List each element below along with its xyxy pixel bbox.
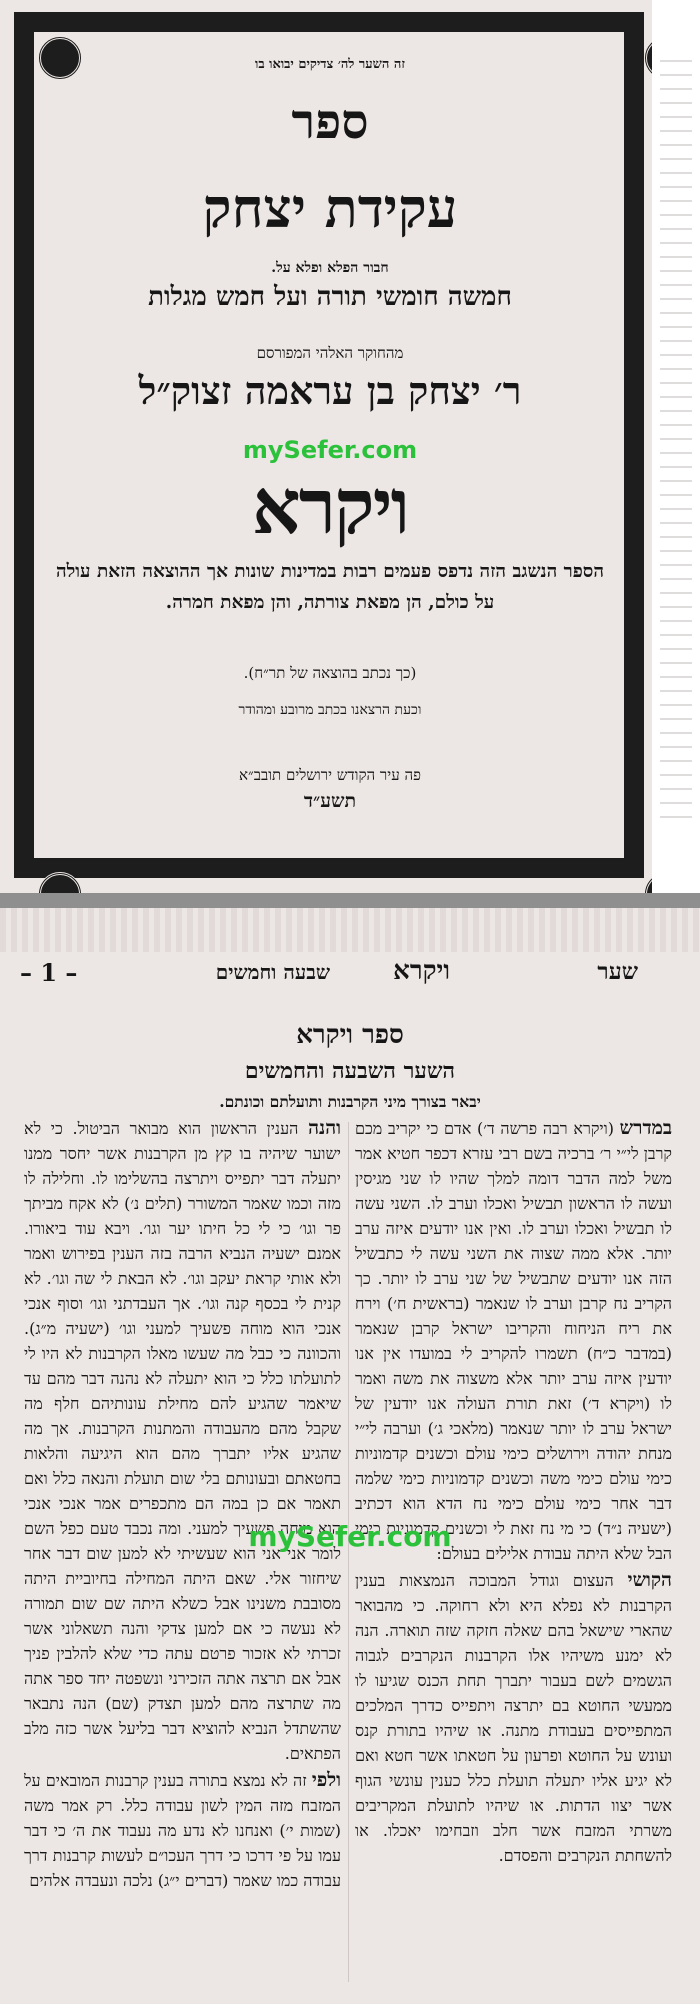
page-separator (0, 893, 700, 908)
gate-title: השער השבעה והחמשים (244, 1058, 456, 1084)
page-number: – 1 – (20, 958, 78, 987)
watermark-logo: mySefer.com (248, 1520, 452, 1553)
paragraph (355, 1116, 672, 1566)
text-page (0, 908, 700, 2004)
edition-note: (כך נכתב בהוצאה של תר״ח). (243, 664, 417, 682)
watermark-logo: mySefer.com (242, 436, 418, 464)
description-line-2: חמשה חומשי תורה ועל חמש מגלות (148, 282, 512, 312)
lead-word: והנה (308, 1117, 341, 1139)
print-info: וכעת הרצאנו בכתב מרובע ומהודר (238, 702, 422, 718)
running-head-gate: שער (597, 958, 638, 985)
running-head-book: ויקרא (393, 956, 450, 986)
description-line-1: חבור הפלא ופלא על. (271, 260, 389, 276)
by-line: מהחוקר האלהי המפורסם (256, 344, 404, 362)
paragraph (355, 1568, 672, 1868)
paragraph-text: הענין הראשון הוא מבואר הביטול. כי לא ישוער שיהיה בו קץ מן הקרבנות אשר יחסר ממנו יתעלה דבר יתפייס ויתרצה בהשלימו לו. וחלילה לו מזה וכמו שאמר המשורר (תלים נ׳) לא אקח מביתך פר וגו׳ כי לי כל חיתו יער וגו׳. ויבא עוד ביאורו. אמנם ישעיה הנביא הרבה בזה הענין בפירוש ואמר ולא אותי קראת יעקב וגו׳. לא הבאת לי שה וגו׳. לא קנית לי בכסף קנה וגו׳. אך העבדתני וגו׳ וסוף אנכי אנכי הוא מוחה פשעיך למעני וגו׳ (ישעיה מ״ג). והכוונה כי כבל מה שעשו מאלו הקרבנות לא היו לי לתועלתו כלל כי הוא יתעלה לא נהנה דבר מהם עד שיאמר שהגיע להם מחילת עונותיהם חלף מה שקבל מהם מהעבודה והמתנות הקרבנות. אך מה שהגיע אליו יתברך מהם הוא היגיעה והלאות בחטאתם ובעונותם בלי שום תועלת והנאה כלל ואם תאמר אם כן במה הם מתכפרים אמר אנכי אנכי הוא מוחה פשעיך למעני. ומה נכבד טעם כפל השם לומר אני אני הוא שעשיתי לא למען שום דבר אחר שיחזור אלי. שאם היתה המחילה בחיוביית היתה מסובבת משנינו אבל כשלא היתה שם שום תמורה לא נעשה כי אם למען צדקי והנה תשאלוני אשר זכרתי לא אזכור פרטם עתה כדי שלא להלבין פניך אבל אם תרצה אתה הזכירני ונשפטה יחד ספר אתה מה שתרצה מהם למען תצדק (שם) הנה נתבאר שהשתדל הנביא להוציא דבר בליעל אשר כזה מלב הפתאים. (24, 1119, 341, 1763)
left-column (24, 1116, 341, 1996)
paragraph (24, 1116, 341, 1766)
motto: זה השער לה׳ צדיקים יבואו בו (255, 57, 405, 72)
place-of-print: פה עיר הקודש ירושלים תובב״א (239, 766, 421, 784)
title-page (0, 0, 700, 893)
paragraph-text: העצום וגודל המבוכה הנמצאות בענין הקרבנות לא נפלא היא ולא רחוקה. כי מהבואר שהארי שישאל בהם שאלה חזקה שזה תוארה. הנה לא ימנע משיהיו אלו הקרבנות הנקרבים לגבוה הגשמים לשם בעבור יתברך תחת הכנס שגיעו לו ממעשי החוטא בם יתרצה ויתפייס כדרך המלכים המתפייסים בעבודת מתנה. או שיהיו בתורת קנס ועונש על החוטא ופרעון על חטאתו אשר חטא ואם לא יגיע אליו יתעלה תועלת כלל כענין עונשי הגוף אשר יצוו הדתות. או שיהיו לתועלת המקריבים משרתי המזבח אשר חלב וזבחימו יאכלו. או להשחתת הנקרבים והפסדם. (355, 1571, 672, 1865)
bleed-through-texture (0, 908, 700, 952)
about-text: הספר הנשגב הזה נדפס פעמים רבות במדינות שונות אך ההוצאה הזאת עולה על כולם, הן מפאת צורתה, והן מפאת חמרה. (56, 561, 604, 613)
year: תשע״ד (303, 790, 357, 812)
volume-title: ויקרא (251, 462, 409, 551)
paragraph-text: זה לא נמצא בתורה בענין קרבנות המובאים על המזבח מזה המין לשון עבודה כלל. רק אמר משה (שמות י׳) ואנחנו לא נדע מה נעבוד את ה׳ כי דבר עמו על פי דרכו כי דרך העכו״ם לעשות קרבנות דרך עבודה כמו שאמר (דברים י״ג) נלכה ונעבדה אלהים (24, 1771, 341, 1890)
running-head (20, 958, 660, 990)
corner-rosette-icon (38, 872, 82, 893)
gate-subtitle: יבאר בצורך מיני הקרבנות ותועלתם וכונתם. (219, 1092, 481, 1111)
title-page-content (54, 48, 606, 848)
lead-word: הקושי (627, 1569, 672, 1591)
right-column (355, 1116, 672, 1996)
paragraph (24, 1768, 341, 1893)
bleed-through-texture (660, 60, 692, 820)
lead-word: ולפי (311, 1769, 341, 1791)
paragraph-text: (ויקרא רבה פרשה ד׳) אדם כי יקריב מכם קרבן לי״י ר׳ ברכיה בשם רבי עזרא דכפר חטיא אמר משל למה הדבר דומה למלך שהיו לו שני מגיסין ועשה לו הראשון תבשיל ואכלו וערב לו. השני עשה לו תבשיל ואכלו וערב לו. ואין אנו יודעים איזה ערב יותר. אלא ממה שצוה את השני עשה לי כתבשיל הזה אנו יודעים שתבשיל של שני ערב לו יותר. כך הקריב נח קרבן וערב לו שנאמר (בראשית ח׳) וירח את ריח הניחוח והקריבו ישראל קרבן שנאמר (במדבר כ״ח) תשמרו להקריב לי במועדו אין אנו יודעין איזה ערב יותר אלא משצוה את משה ואמר לו (ויקרא ד׳) זאת תורת העולה אנו יודעין של ישראל ערב לו יותר שנאמר (מלאכי ג׳) וערבה לי״י מנחת יהודה וירושלים כימי עולם וכשנים קדמוניות כימי עולם כימי משה וכשנים קדמוניות כימי שלמה דבר אחר כימי עולם כימי נח הדא הוא דכתיב (ישעיה נ״ד) כי מי נח זאת לי וכשנים קדמוניות כימי הבל שלא היתה עבודת אלילים בעולם: (355, 1119, 672, 1563)
running-head-chapter: שבעה וחמשים (215, 960, 330, 984)
book-title: עקידת יצחק (202, 176, 458, 240)
lead-word: במדרש (619, 1117, 672, 1139)
sefer-heading: ספר (291, 94, 369, 150)
page-title: ספר ויקרא (296, 1020, 404, 1050)
author-name: ר׳ יצחק בן עראמה זצוק״ל (138, 368, 522, 413)
